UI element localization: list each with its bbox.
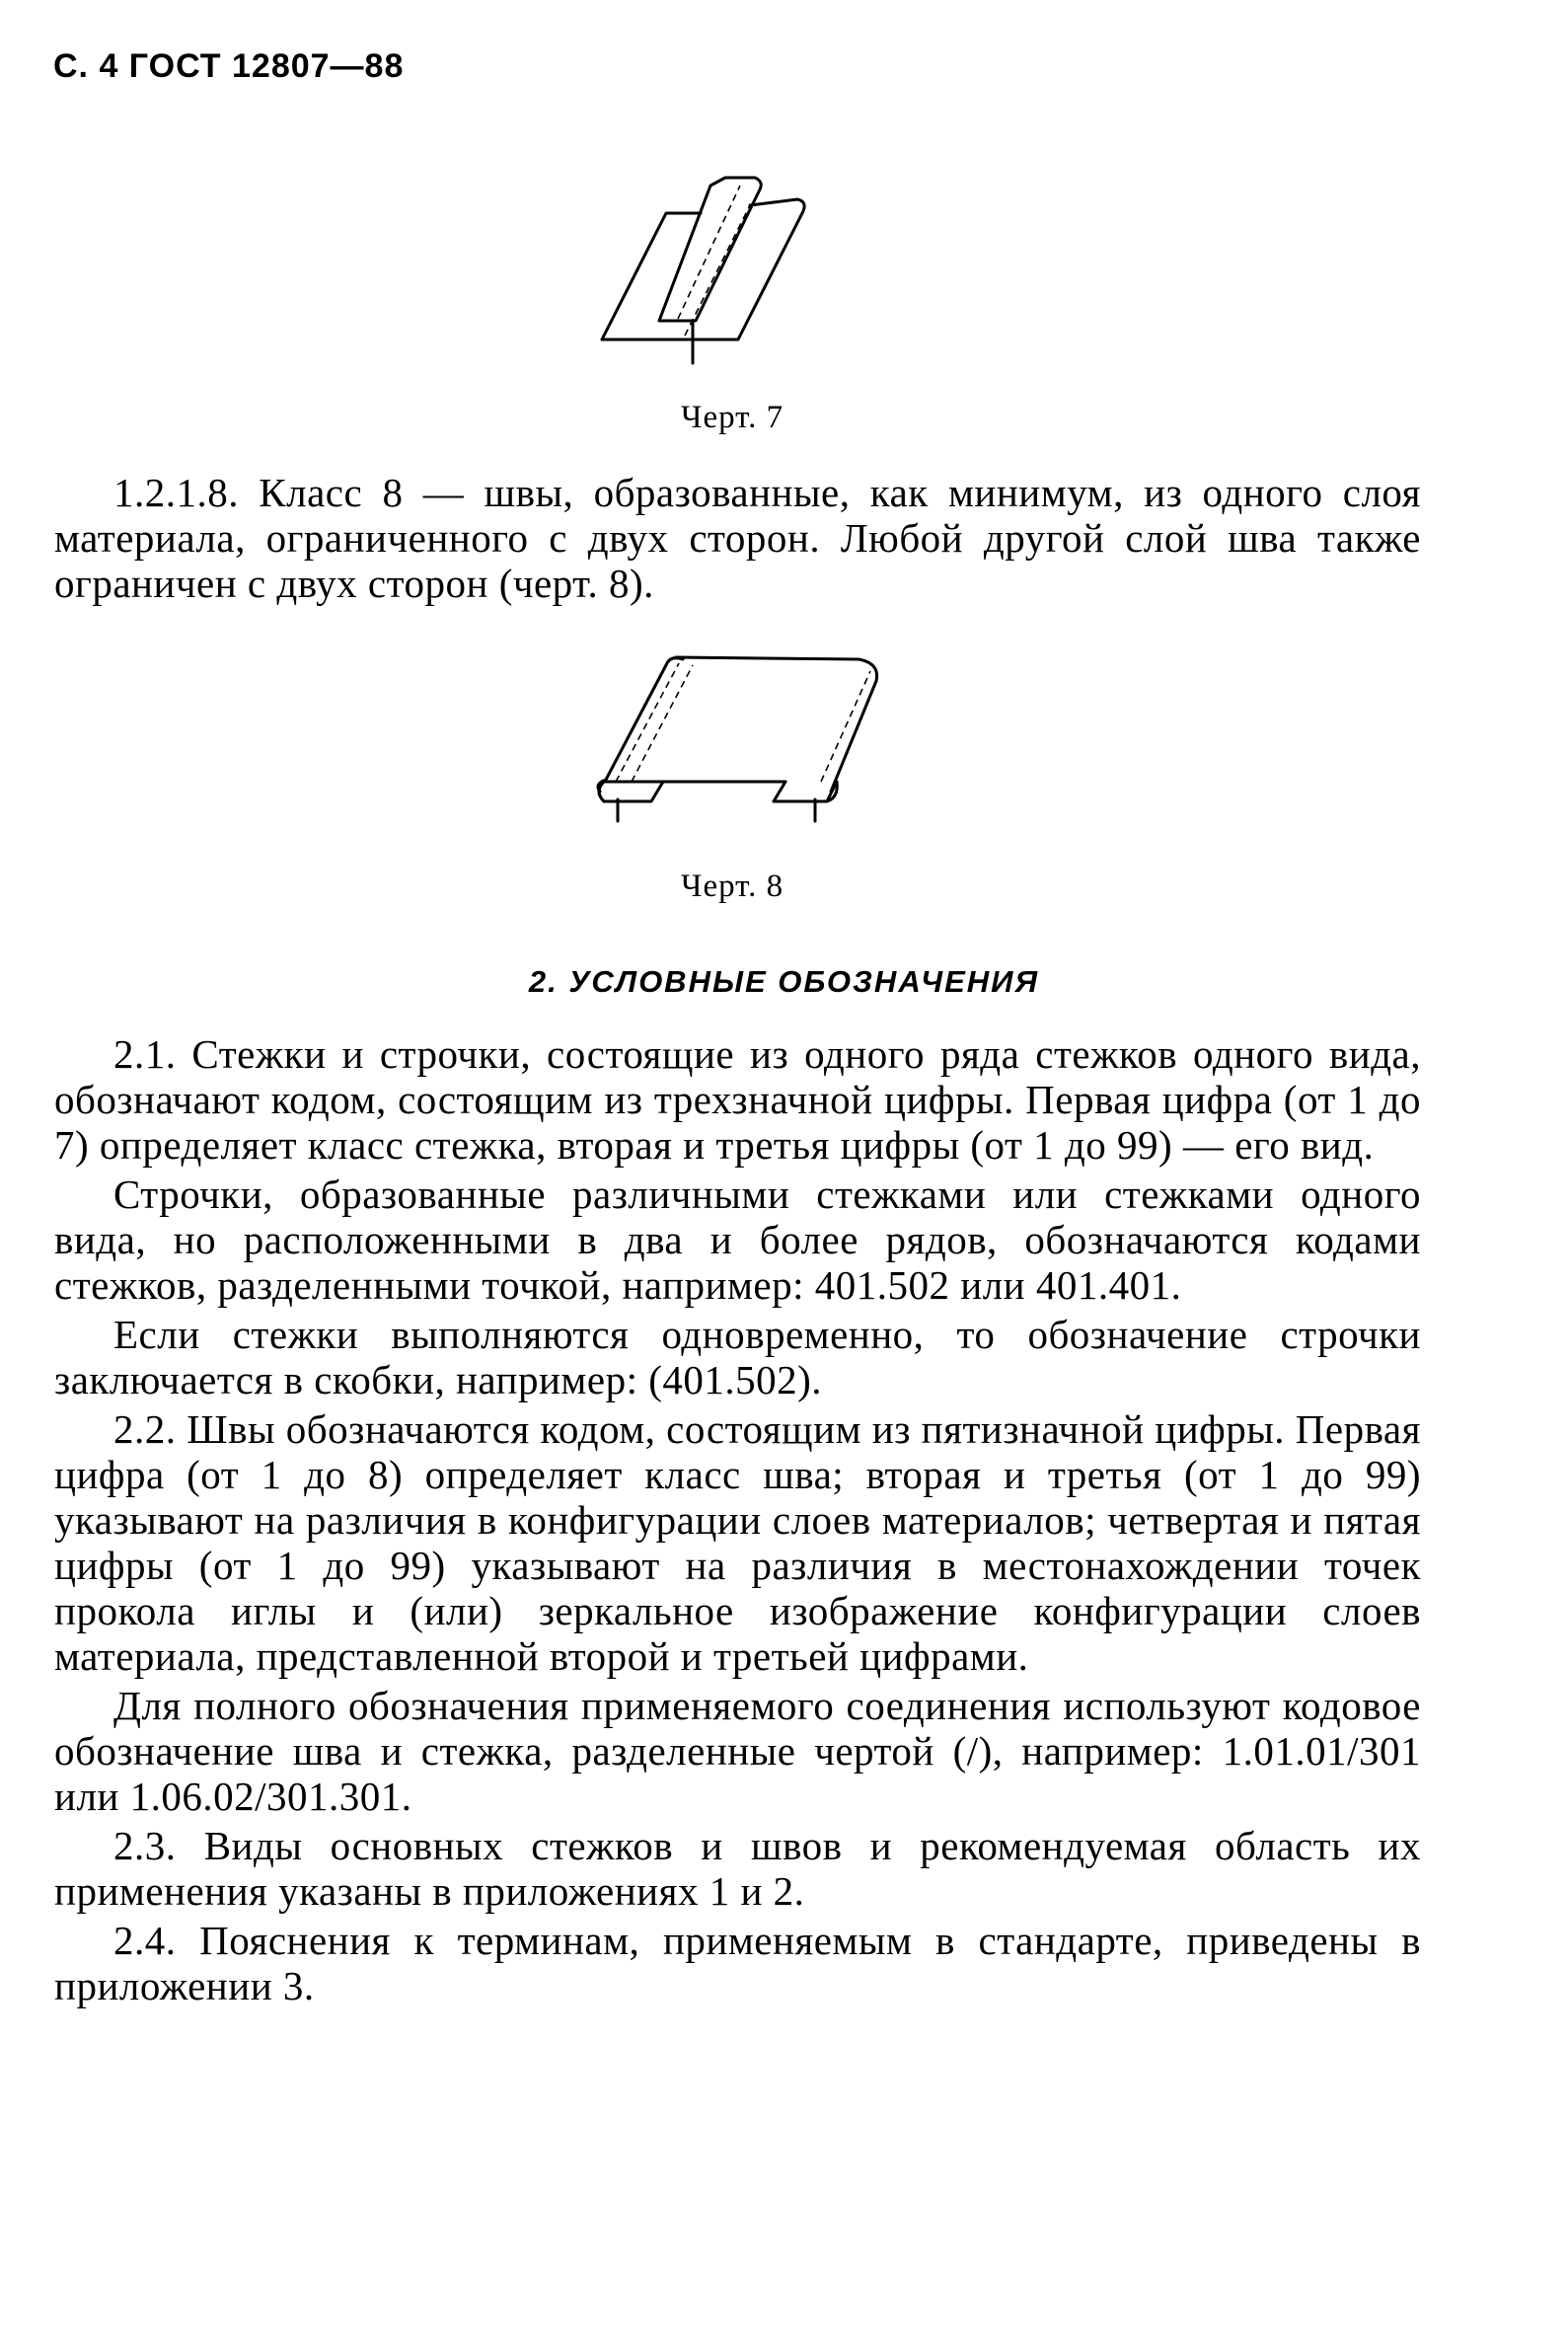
section-1-text: [54, 470, 1421, 606]
section-2-text: [54, 1031, 1421, 2008]
paragraph-2-1: 2.1. Стежки и строчки, состоящие из одного ряда стежков одного вида, обозначают кодом, состоящим из трехзначной цифры. Первая цифра (от 1 до 7) определяет класс стежка, вторая и третья цифры (от 1 до 99) — его вид.: [54, 1031, 1421, 1168]
figure-7-caption: Черт. 7: [681, 400, 784, 435]
figure-8-caption: Черт. 8: [681, 869, 784, 904]
figure-7-diagram: [582, 166, 878, 373]
figure-8-diagram: [592, 651, 908, 834]
paragraph-2-2-full-designation: Для полного обозначения применяемого соединения используют кодовое обозначение шва и стежка, разделенные чертой (/), например: 1.01.01/301 или 1.06.02/301.301.: [54, 1683, 1421, 1819]
seam-class-8-icon: [592, 651, 908, 834]
paragraph-1-2-1-8: 1.2.1.8. Класс 8 — швы, образованные, как минимум, из одного слоя материала, ограниченного с двух сторон. Любой другой слой шва также ограничен с двух сторон (черт. 8).: [54, 470, 1421, 606]
page-header: С. 4 ГОСТ 12807—88: [53, 47, 405, 85]
paragraph-2-1-lines: Строчки, образованные различными стежками или стежками одного вида, но расположенными в два и более рядов, обозначаются кодами стежков, разделенными точкой, например: 401.502 или 401.401.: [54, 1172, 1421, 1308]
section-2-title: 2. УСЛОВНЫЕ ОБОЗНАЧЕНИЯ: [528, 964, 1040, 999]
paragraph-2-3: 2.3. Виды основных стежков и швов и рекомендуемая область их применения указаны в приложениях 1 и 2.: [54, 1823, 1421, 1914]
paragraph-2-4: 2.4. Пояснения к терминам, применяемым в стандарте, приведены в приложении 3.: [54, 1918, 1421, 2008]
seam-class-7-icon: [582, 166, 878, 373]
paragraph-2-2: 2.2. Швы обозначаются кодом, состоящим из пятизначной цифры. Первая цифра (от 1 до 8) определяет класс шва; вторая и третья (от 1 до 99) указывают на различия в конфигурации слоев материалов; четвертая и пятая цифры (от 1 до 99) указывают на различия в местонахождении точек прокола иглы и (или) зеркальное изображение конфигурации слоев материала, представленной второй и третьей цифрами.: [54, 1406, 1421, 1679]
paragraph-2-1-simultaneous: Если стежки выполняются одновременно, то обозначение строчки заключается в скобки, например: (401.502).: [54, 1312, 1421, 1402]
